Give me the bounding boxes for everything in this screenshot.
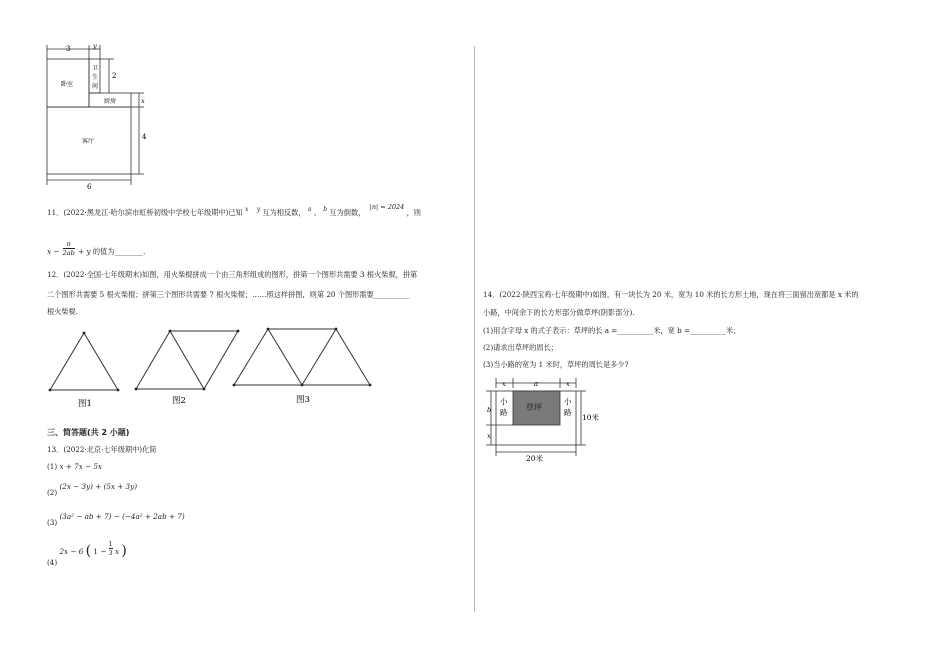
lawn-figure xyxy=(482,374,607,464)
math-expression: 2x − 6 xyxy=(59,546,84,556)
variable: x xyxy=(245,206,249,213)
question-14-line5: (3)当小路的宽为 1 米时，草坪的周长是多少? xyxy=(483,360,629,369)
question-13-part3 xyxy=(47,512,185,527)
figure-caption: 图2 xyxy=(172,396,186,406)
question-text: 的值为________. xyxy=(92,246,146,256)
figure-caption: 图3 xyxy=(296,395,310,405)
part-label: (2) xyxy=(47,488,58,497)
figure-caption: 图1 xyxy=(78,399,92,409)
question-12-line1: 12．(2022·全国·七年级期末)如图，用火柴棍拼成一个由三角形组成的图形，拼第一个图形共需要 3 根火柴棍，拼第 xyxy=(47,270,418,279)
question-13-title: 13．(2022·北京·七年级期中)化简 xyxy=(47,445,157,454)
variable: y xyxy=(256,206,261,213)
paren-close: ) xyxy=(121,542,127,559)
math-expression: x + 7x − 5x xyxy=(59,462,102,471)
fraction xyxy=(63,240,75,257)
question-11 xyxy=(47,203,421,219)
dim-label: b xyxy=(487,406,492,414)
math-expression: (2x − 3y) + (5x + 3y) xyxy=(59,482,137,491)
dim-label: x xyxy=(566,380,570,388)
question-text: 、 xyxy=(313,208,321,217)
room-label: 客厅 xyxy=(82,138,95,145)
question-14-line1: 14．(2022·陕西宝鸡·七年级期中)如图，有一块长为 20 米，宽为 10 米的长方形土地，现在将三面留出宽都是 x 米的 xyxy=(483,290,859,299)
abs-expression: |n| = 2024 xyxy=(369,203,405,211)
dim-label: a xyxy=(534,380,539,388)
math-expression: + y xyxy=(78,246,91,256)
part-label: (3) xyxy=(47,518,58,527)
variable: a xyxy=(307,206,312,213)
dim-label: 6 xyxy=(87,183,92,190)
room-label: 厨房 xyxy=(104,98,117,105)
path-label: 小 xyxy=(500,397,508,406)
column-divider xyxy=(474,46,475,612)
math-expression: x xyxy=(114,546,120,556)
math-expression: x − xyxy=(47,246,60,256)
fraction-numerator: 1 xyxy=(108,540,113,548)
question-12-line2: 二个图形共需要 5 根火柴棍；拼第三个图形共需要 7 根火柴棍；……照这样拼图，则第 20 个图形需要__________ xyxy=(47,290,410,299)
question-text: 互为倒数， xyxy=(329,208,366,217)
fraction-denominator: 3 xyxy=(108,549,113,557)
room-label: 间 xyxy=(92,83,99,90)
fraction xyxy=(109,540,113,557)
room-label: 卫 xyxy=(92,65,99,72)
question-13-part4 xyxy=(47,540,127,567)
question-13-part1 xyxy=(47,462,102,472)
math-expression: 1 − xyxy=(93,546,107,556)
dim-label: x xyxy=(502,380,506,388)
question-14-line2: 小路，中间余下的长方形部分做草坪(阴影部分). xyxy=(483,308,635,317)
question-text: 11．(2022·黑龙江·哈尔滨市虹桥初级中学校七年级期中)已知 xyxy=(47,208,243,217)
room-label: 生 xyxy=(92,74,99,81)
part-label: (1) xyxy=(47,462,58,471)
room-label: 卧室 xyxy=(61,81,74,88)
path-label: 路 xyxy=(500,408,508,417)
paren-open: ( xyxy=(85,542,92,559)
lawn-label: 草坪 xyxy=(526,403,542,412)
fraction-denominator: 2ab xyxy=(62,249,75,257)
dim-label: x xyxy=(141,97,145,105)
dim-label: 3 xyxy=(66,45,71,53)
fraction-numerator: n xyxy=(63,240,75,249)
part-label: (4) xyxy=(47,557,58,567)
question-11-expression xyxy=(47,240,145,260)
path-label: 路 xyxy=(564,408,572,417)
dim-label: 4 xyxy=(142,133,147,141)
question-text: ，则 xyxy=(406,208,421,217)
math-expression: (3a² − ab + 7) − (−4a² + 2ab + 7) xyxy=(59,512,185,521)
question-text: 互为相反数， xyxy=(262,208,306,217)
variable: b xyxy=(323,206,328,213)
question-14-line3: (1)用含字母 x 的式子表示：草坪的长 a =__________米，宽 b =__________米； xyxy=(483,326,741,335)
question-14-line4: (2)请求出草坪的周长； xyxy=(483,343,558,352)
section-heading: 三、简答题(共 2 小题) xyxy=(47,428,130,437)
dim-label: y xyxy=(93,42,97,50)
dim-label: 2 xyxy=(112,72,117,80)
dim-label: 10米 xyxy=(582,413,600,422)
dim-label: 20米 xyxy=(526,454,544,463)
dim-label: x xyxy=(487,432,491,440)
floor-plan-figure xyxy=(40,40,170,190)
path-label: 小 xyxy=(564,397,572,406)
question-13-part2 xyxy=(47,482,137,497)
question-12-line3: 根火柴棍. xyxy=(47,307,79,316)
matchstick-figures xyxy=(44,325,384,410)
